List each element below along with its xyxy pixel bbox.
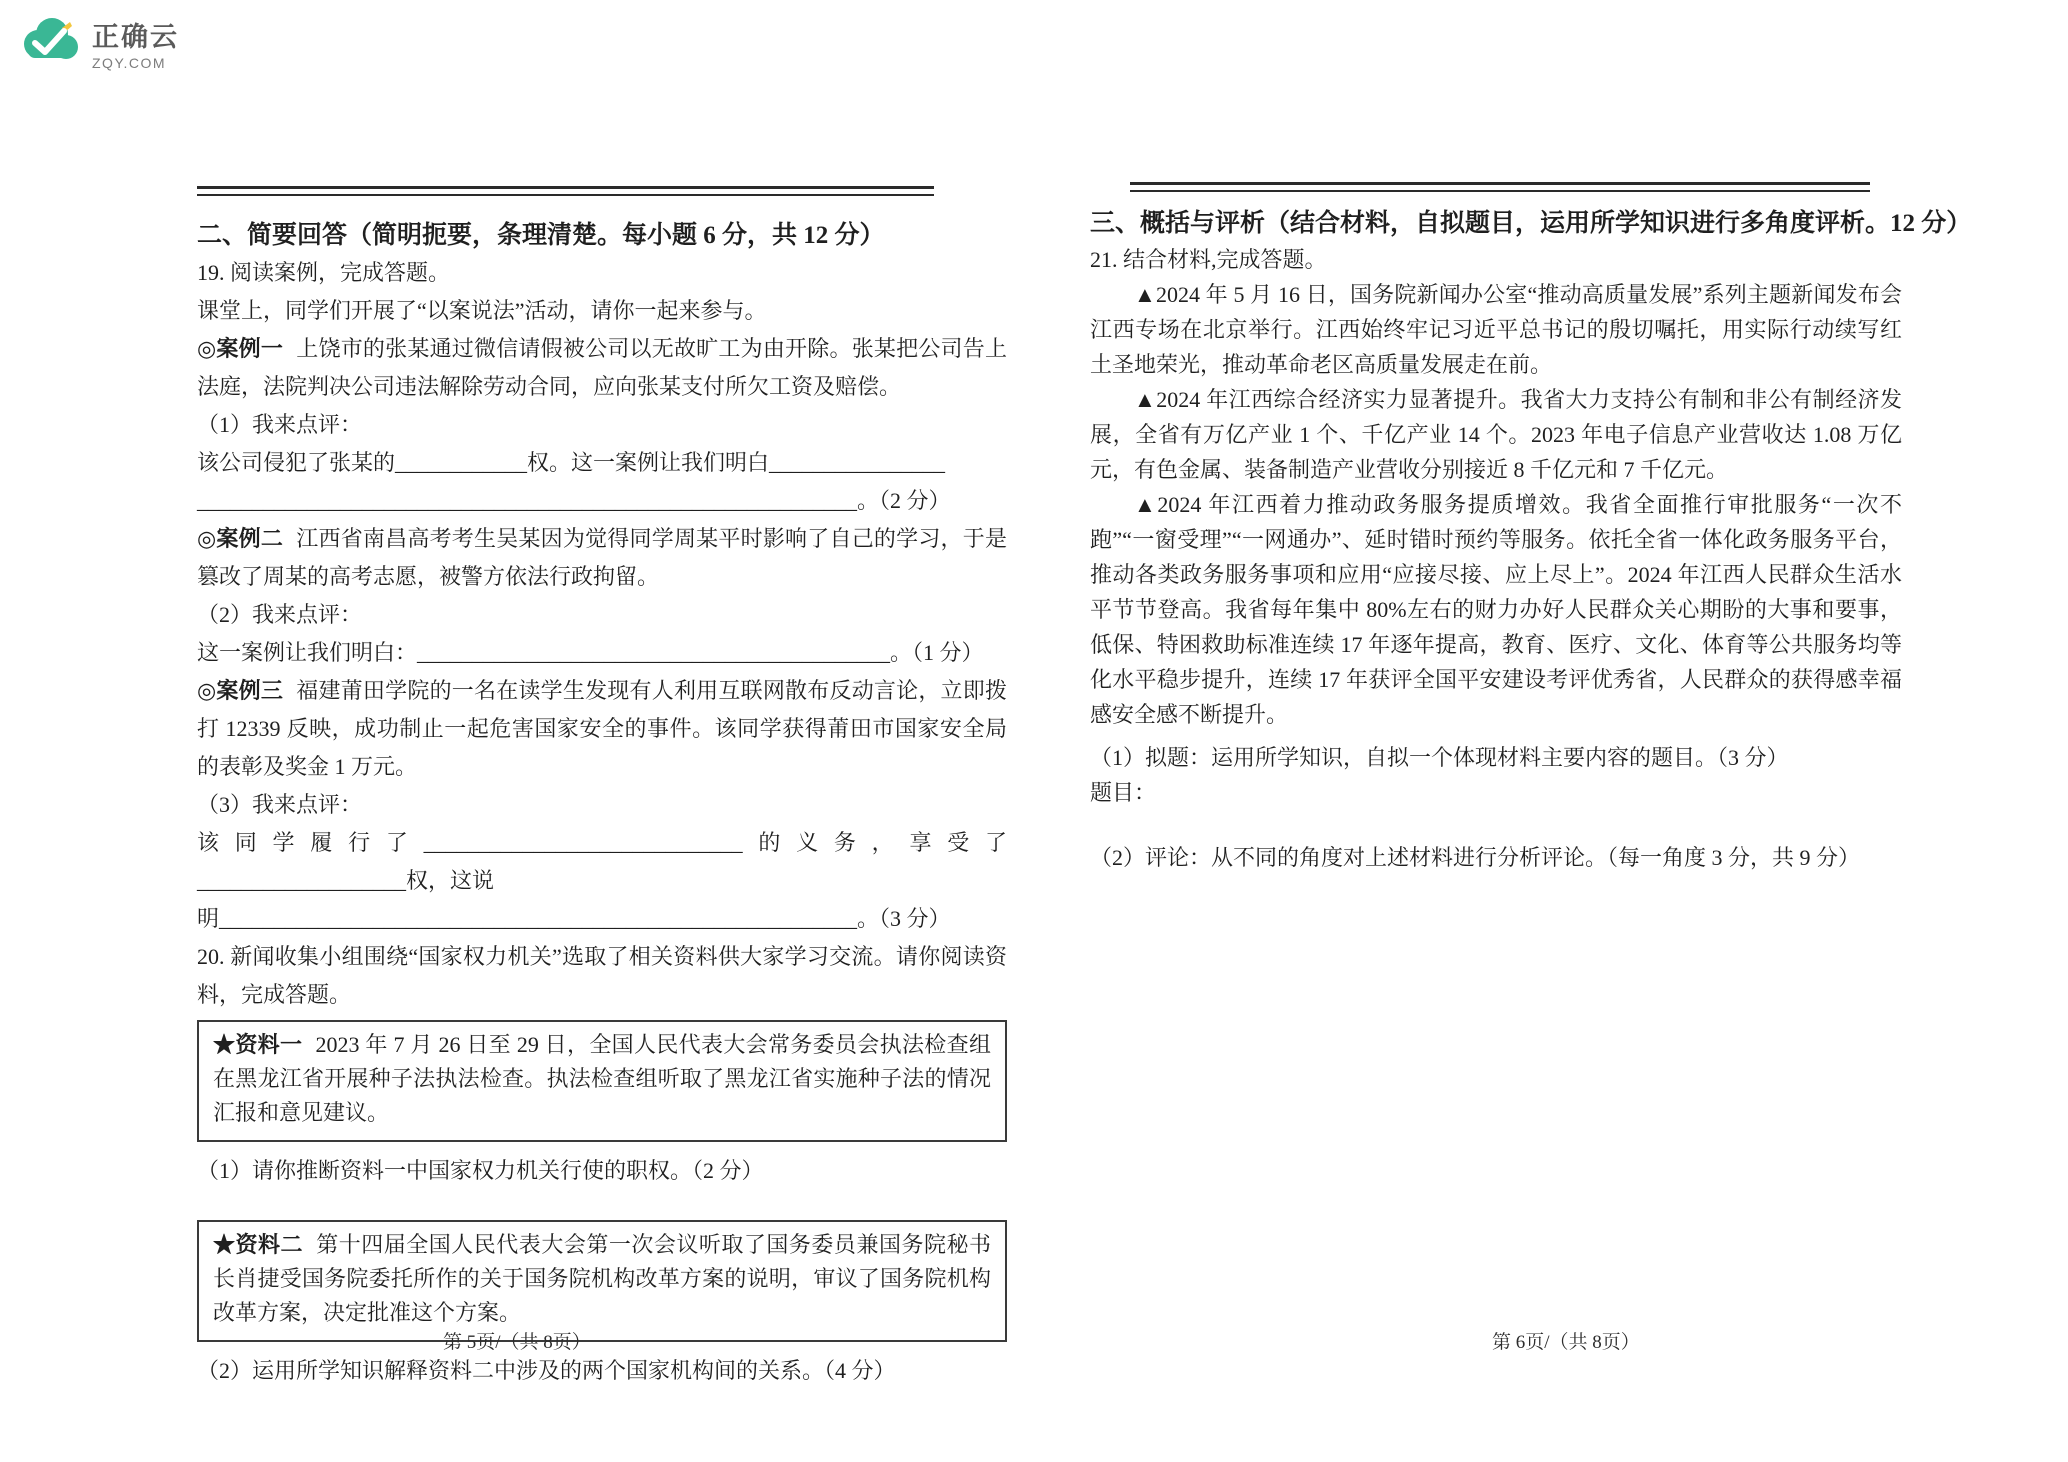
case-2-paragraph: [197, 520, 1007, 596]
page-top-double-rule: [1130, 182, 1870, 192]
case-2-label: ◎案例二: [197, 526, 284, 551]
case-3-paragraph: [197, 672, 1007, 786]
question-20-2: （2）运用所学知识解释资料二中涉及的两个国家机构间的关系。（4 分）: [197, 1358, 896, 1383]
page-6: [1090, 0, 1972, 875]
material-paragraph-3: ▲2024 年江西着力推动政务服务提质增效。我省全面推行审批服务“一次不跑”“一窗受理”“一网通办”、延时错时预约等服务。依托全省一体化政务服务平台，推动各类政务服务事项和应用“应接尽接、应上尽上”。2024 年江西人民群众生活水平节节登高。我省每年集中 80%左右的财力办好人民群众关心期盼的大事和要事，低保、特困救助标准连续 17 年逐年提高，教育、医疗、文化、体育等公共服务均等化水平稳步提升，连续 17 年获评全国平安建设考评优秀省，人民群众的获得感幸福感安全感不断提升。: [1090, 492, 1902, 727]
title-answer-label: 题目：: [1090, 780, 1157, 805]
question-19-3-blank-line-1: 该同学履行了_____________________________的义务，享受了___________________权，这说: [197, 830, 1007, 893]
cloud-check-logo-icon: [18, 14, 82, 71]
case-3-label: ◎案例三: [197, 678, 284, 703]
logo-domain-text: ZQY.COM: [92, 55, 167, 71]
question-21-1: （1）拟题：运用所学知识，自拟一个体现材料主要内容的题目。（3 分）: [1090, 745, 1789, 770]
logo-brand-text: 正确云: [92, 22, 179, 52]
material-1-paragraph: [213, 1028, 991, 1130]
case-3-text: 福建莆田学院的一名在读学生发现有人利用互联网散布反动言论，立即拨打 12339 反映，成功制止一起危害国家安全的事件。该同学获得莆田市国家安全局的表彰及奖金 1 万元。: [197, 678, 1007, 779]
question-20-1: （1）请你推断资料一中国家权力机关行使的职权。（2 分）: [197, 1158, 764, 1183]
material-2-paragraph: [213, 1228, 991, 1330]
page-5-footer: 第 5页/（共 8页）: [443, 1332, 591, 1353]
question-19-1-blank-line-1: 该公司侵犯了张某的____________权。这一案例让我们明白________________: [197, 450, 946, 475]
case-1-paragraph: [197, 330, 1007, 406]
material-paragraph-2: ▲2024 年江西综合经济实力显著提升。我省大力支持公有制和非公有制经济发展，全省有万亿产业 1 个、千亿产业 14 个。2023 年电子信息产业营收达 1.08 万亿元，有色金属、装备制造产业营收分别接近 8 千亿元和 7 千亿元。: [1090, 387, 1902, 482]
question-19-1-prompt: （1）我来点评：: [197, 412, 363, 437]
material-2-label: ★资料二: [213, 1232, 304, 1257]
question-21-2: （2）评论：从不同的角度对上述材料进行分析评论。（每一角度 3 分，共 9 分）: [1090, 845, 1861, 870]
question-19-3-blank-line-2: 明__________________________________________________________。（3 分）: [197, 906, 951, 931]
question-19-2-prompt: （2）我来点评：: [197, 602, 363, 627]
case-1-text: 上饶市的张某通过微信请假被公司以无故旷工为由开除。张某把公司告上法庭，法院判决公司违法解除劳动合同，应向张某支付所欠工资及赔偿。: [197, 336, 1007, 399]
page-5: [197, 0, 1007, 1390]
case-2-text: 江西省南昌高考考生吴某因为觉得同学周某平时影响了自己的学习，于是篡改了周某的高考志愿，被警方依法行政拘留。: [197, 526, 1007, 589]
question-20-intro: 20. 新闻收集小组围绕“国家权力机关”选取了相关资料供大家学习交流。请你阅读资料，完成答题。: [197, 944, 1007, 1007]
material-2-box: [197, 1220, 1007, 1342]
zqy-logo: [18, 14, 179, 71]
material-1-label: ★资料一: [213, 1032, 303, 1057]
question-19-activity: 课堂上，同学们开展了“以案说法”活动，请你一起来参与。: [197, 298, 767, 323]
section-3-title: 三、概括与评析（结合材料，自拟题目，运用所学知识进行多角度评析。12 分）: [1090, 210, 1972, 237]
material-paragraph-1: ▲2024 年 5 月 16 日，国务院新闻办公室“推动高质量发展”系列主题新闻发布会江西专场在北京举行。江西始终牢记习近平总书记的殷切嘱托，用实际行动续写红土圣地荣光，推动革命老区高质量发展走在前。: [1090, 282, 1902, 377]
question-19-intro: 19. 阅读案例，完成答题。: [197, 260, 451, 285]
material-2-text: 第十四届全国人民代表大会第一次会议听取了国务委员兼国务院秘书长肖捷受国务院委托所作的关于国务院机构改革方案的说明，审议了国务院机构改革方案，决定批准这个方案。: [213, 1232, 991, 1325]
page-top-double-rule: [197, 186, 934, 196]
question-21-intro: 21. 结合材料,完成答题。: [1090, 247, 1327, 272]
question-19-1-blank-line-2: ____________________________________________________________。（2 分）: [197, 488, 951, 513]
material-1-text: 2023 年 7 月 26 日至 29 日，全国人民代表大会常务委员会执法检查组在黑龙江省开展种子法执法检查。执法检查组听取了黑龙江省实施种子法的情况汇报和意见建议。: [213, 1032, 991, 1125]
case-1-label: ◎案例一: [197, 336, 284, 361]
section-2-title: 二、简要回答（简明扼要，条理清楚。每小题 6 分，共 12 分）: [197, 222, 885, 249]
material-1-box: [197, 1020, 1007, 1142]
page-6-footer: 第 6页/（共 8页）: [1492, 1332, 1640, 1353]
question-19-3-prompt: （3）我来点评：: [197, 792, 363, 817]
question-19-2-blank-line: 这一案例让我们明白：___________________________________________。（1 分）: [197, 640, 984, 665]
